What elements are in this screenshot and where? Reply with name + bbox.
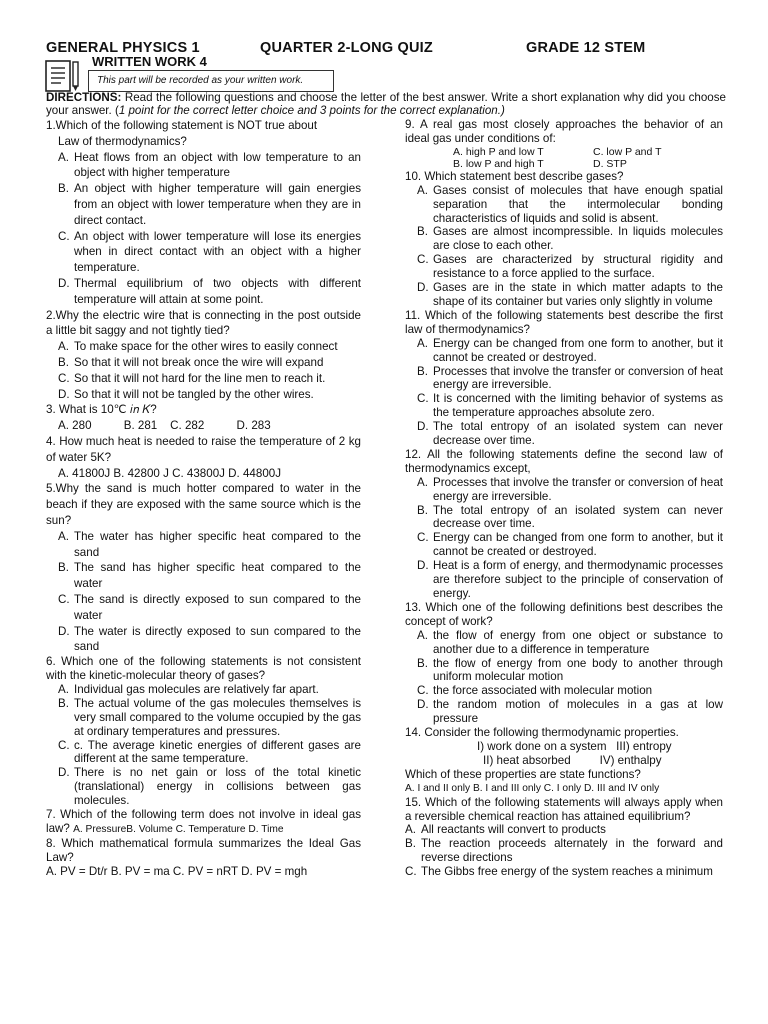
question-10: [405, 170, 723, 309]
option-d: D. STP: [593, 157, 627, 170]
option-a: A. The water has higher specific heat compared to the sand: [58, 529, 361, 559]
option-a: A. the flow of energy from one object or substance to another due to a difference in temperature: [417, 628, 723, 656]
question-9: [405, 118, 723, 170]
option-b: B. The total entropy of an isolated system can never decrease over time.: [417, 503, 723, 531]
option-c: C. low P and T: [593, 145, 662, 158]
right-column: [405, 118, 723, 879]
directions-label: DIRECTIONS:: [46, 91, 122, 104]
question-4: [46, 434, 361, 481]
option-d: D. the random motion of molecules in a gas at low pressure: [417, 698, 723, 726]
property-list: I) work done on a system III) entropy: [477, 739, 672, 753]
option-c: C. The Gibbs free energy of the system reaches a minimum: [405, 865, 713, 879]
option-a: A. Gases consist of molecules that have enough spatial separation that the intermolecular bonding characteristics of liquids and solid is absent.: [417, 183, 723, 225]
question-stem: 9. A real gas most closely approaches the behavior of an ideal gas under conditions of:: [405, 118, 723, 145]
option-a: A. Heat flows from an object with low temperature to an object with higher temperature: [58, 150, 361, 180]
question-options: A. 41800J B. 42800 J C. 43800J D. 44800J: [58, 466, 282, 480]
option-d: D. There is no net gain or loss of the total kinetic (translational) energy in collisions between gas molecules.: [58, 766, 361, 808]
option-c: C. The sand is directly exposed to sun compared to the water: [58, 592, 361, 622]
question-5: [46, 481, 361, 655]
question-7: [46, 808, 361, 837]
question-stem: 1.Which of the following statement is NOT true about: [46, 119, 318, 132]
property-list: II) heat absorbed IV) enthalpy: [483, 753, 662, 767]
option-a: A. To make space for the other wires to easily connect: [58, 340, 338, 354]
question-subprompt: Which of these properties are state functions?: [405, 767, 641, 781]
option-d: D. The total entropy of an isolated system can never decrease over time.: [417, 420, 723, 448]
question-options: A. PressureB. Volume C. Temperature D. Time: [73, 823, 284, 835]
question-stem: 7. Which of the following term does not involve in ideal gas law? A. PressureB. Volume C. Temperature D. Time: [46, 808, 361, 835]
written-work-title: WRITTEN WORK 4: [92, 54, 207, 69]
left-column: [46, 118, 361, 879]
option-c: C. So that it will not hard for the line men to reach it.: [58, 371, 326, 385]
option-a: A. All reactants will convert to products: [405, 823, 606, 837]
question-stem: 2.Why the electric wire that is connecting in the post outside a little bit saggy and not tightly tied?: [46, 308, 361, 338]
option-d: D. So that it will not be tangled by the other wires.: [58, 387, 314, 401]
option-c: C. the force associated with molecular motion: [417, 684, 653, 698]
question-1: [46, 118, 361, 308]
written-work-note: This part will be recorded as your written work.: [97, 75, 304, 86]
option-a: A. high P and low T: [453, 145, 544, 158]
option-b: B. The sand has higher specific heat compared to the water: [58, 561, 361, 591]
option-c: C. c. The average kinetic energies of different gases are different at the same temperature.: [58, 738, 361, 766]
option-d: D. Heat is a form of energy, and thermodynamic processes are therefore subject to the principle of conservation of energy.: [417, 559, 723, 600]
option-c: C. An object with lower temperature will lose its energies when in direct contact with an object with a higher temperature.: [58, 229, 361, 275]
option-a: A. Individual gas molecules are relatively far apart.: [58, 682, 319, 696]
written-work-note-box: [88, 70, 334, 92]
question-stem: Law of thermodynamics?: [58, 134, 187, 148]
question-stem: 4. How much heat is needed to raise the temperature of 2 kg of water 5K?: [46, 434, 361, 464]
subject-title: GENERAL PHYSICS 1: [46, 40, 200, 56]
option-d: D. Thermal equilibrium of two objects with different temperature will attain at some point.: [58, 276, 361, 306]
question-stem: 14. Consider the following thermodynamic properties.: [405, 726, 679, 740]
directions-scoring: 1 point for the correct letter choice and 3 points for the correct explanation.): [118, 104, 505, 117]
option-b: B. The reaction proceeds alternately in the forward and reverse directions: [405, 837, 723, 865]
option-c: C. Gases are characterized by structural rigidity and resistance to a force applied to the surface.: [417, 253, 723, 281]
question-15: [405, 796, 723, 879]
option-b: B. low P and high T: [453, 157, 544, 170]
question-stem: 3. What is 10℃ 𝑖𝑛 𝐾?: [46, 403, 157, 417]
question-13: [405, 601, 723, 726]
question-3: [46, 402, 361, 434]
option-b: B. An object with higher temperature will gain energies from an object with lower temperature when they are in direct contact.: [58, 182, 361, 227]
question-options: A. 280 B. 281 C. 282 D. 283: [58, 419, 271, 433]
directions: [46, 91, 726, 117]
question-stem: 5.Why the sand is much hotter compared to water in the beach if they are exposed with the same source which is the sun?: [46, 482, 361, 527]
question-11: [405, 309, 723, 448]
option-b: B. The actual volume of the gas molecules themselves is very small compared to the volume occupied by the gas at ordinary temperatures and pressures.: [58, 696, 361, 738]
question-2: [46, 308, 361, 403]
option-b: B. Gases are almost incompressible. In liquids molecules are close to each other.: [417, 225, 723, 253]
question-12: [405, 448, 723, 601]
notepad-pencil-icon: [44, 58, 84, 94]
directions-text: Read the following questions and choose the letter of the best answer. Write a short explanation why did you choose your answer. (: [46, 91, 726, 117]
question-stem: 6. Which one of the following statements is not consistent with the kinetic-molecular theory of gases?: [46, 655, 361, 682]
question-6: [46, 655, 361, 808]
option-d: D. The water is directly exposed to sun compared to the sand: [58, 624, 361, 654]
option-c: C. Energy can be changed from one form to another, but it cannot be created or destroyed.: [417, 531, 723, 559]
question-options: [405, 146, 723, 170]
question-options: A. I and II only B. I and III only C. I only D. III and IV only: [405, 782, 660, 794]
option-b: B. the flow of energy from one body to another through uniform molecular motion: [417, 656, 723, 684]
option-b: B. So that it will not break once the wire will expand: [58, 355, 324, 369]
question-stem: 11. Which of the following statements best describe the first law of thermodynamics?: [405, 308, 723, 336]
question-stem: 8. Which mathematical formula summarizes the Ideal Gas Law?: [46, 836, 361, 864]
quiz-title: QUARTER 2-LONG QUIZ: [260, 40, 433, 56]
option-c: C. It is concerned with the limiting behavior of systems as the temperature approaches absolute zero.: [417, 392, 723, 420]
question-stem: 10. Which statement best describe gases?: [405, 169, 624, 183]
question-stem: 15. Which of the following statements will always apply when a reversible chemical reaction has attained equilibrium?: [405, 795, 723, 823]
option-d: D. Gases are in the state in which matter adapts to the shape of its container but varies only slightly in volume: [417, 281, 723, 308]
option-a: A. Processes that involve the transfer or conversion of heat energy are irreversible.: [417, 475, 723, 503]
question-8: [46, 837, 361, 879]
option-b: B. Processes that involve the transfer or conversion of heat energy are irreversible.: [417, 364, 723, 392]
question-stem: 12. All the following statements define the second law of thermodynamics except,: [405, 447, 723, 475]
grade-level: GRADE 12 STEM: [526, 40, 646, 56]
question-14: [405, 726, 723, 796]
question-options: A. PV = Dt/r B. PV = ma C. PV = nRT D. PV = mgh: [46, 864, 308, 878]
option-a: A. Energy can be changed from one form to another, but it cannot be created or destroyed.: [417, 336, 723, 364]
question-stem: 13. Which one of the following definitions best describes the concept of work?: [405, 600, 723, 628]
